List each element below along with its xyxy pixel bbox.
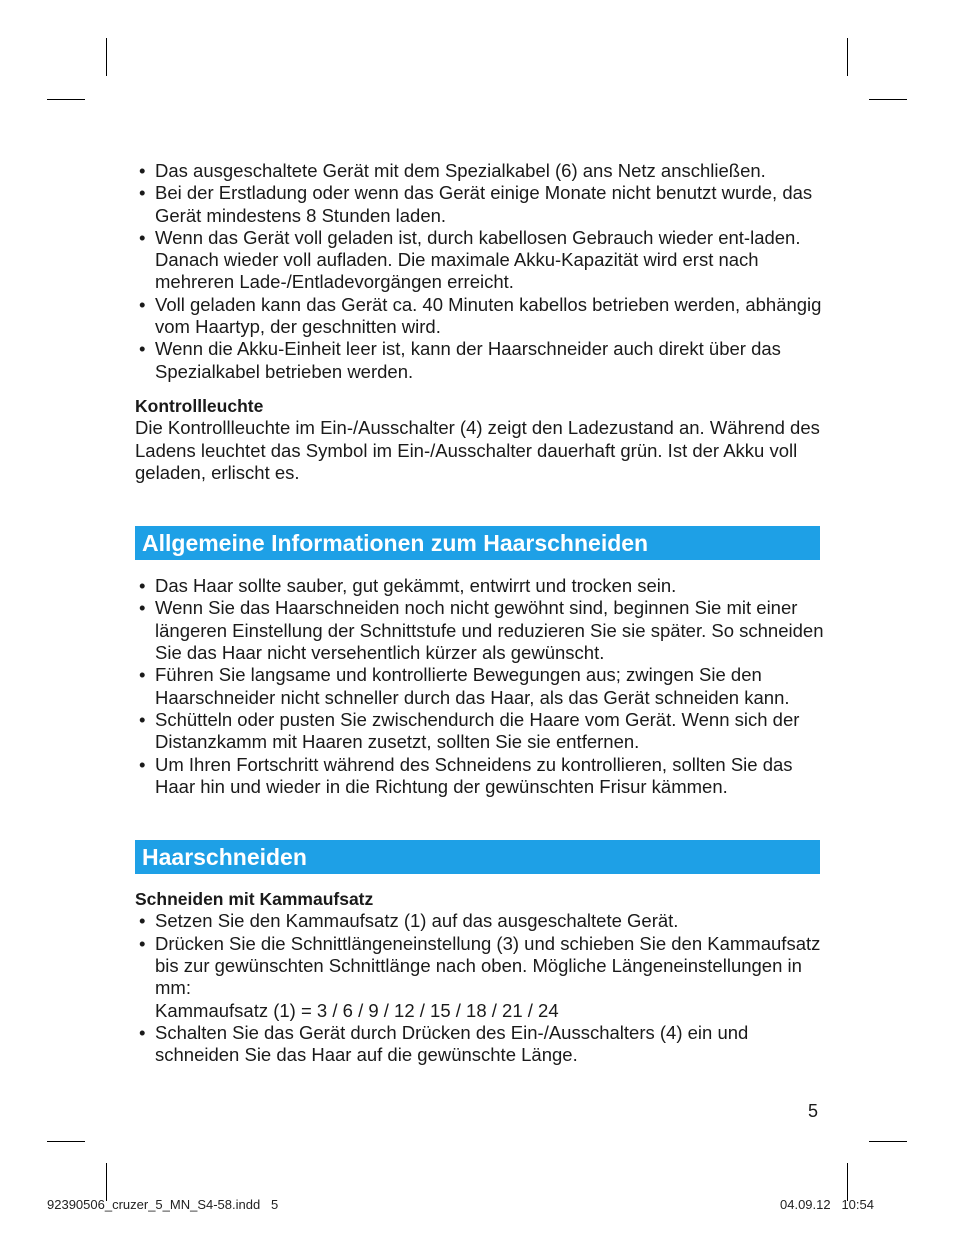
list-item: • Schalten Sie das Gerät durch Drücken des Ein-/Ausschalters (4) ein und schneiden Sie das Haar auf die gewünschte Länge.: [135, 1022, 825, 1067]
indicator-heading: Kontrollleuchte: [135, 395, 264, 416]
crop-mark-bottom-right-horizontal: [869, 1141, 907, 1142]
list-item: • Wenn das Gerät voll geladen ist, durch kabellosen Gebrauch wieder ent-laden. Danach wieder voll aufladen. Die maximale Akku-Kapazität wird erst nach mehreren Lade-/Entladevorgängen erreicht.: [135, 227, 825, 294]
section-heading-cutting: Haarschneiden: [135, 840, 820, 874]
page-number: 5: [808, 1101, 819, 1121]
page-content: [135, 160, 825, 1067]
list-item: • Wenn die Akku-Einheit leer ist, kann der Haarschneider auch direkt über das Spezialkabel betrieben werden.: [135, 338, 825, 383]
crop-mark-bottom-right-vertical: [847, 1163, 848, 1201]
file-slug: 92390506_cruzer_5_MN_S4-58.indd 5: [47, 1197, 279, 1212]
list-item: • Schütteln oder pusten Sie zwischendurch die Haare vom Gerät. Wenn sich der Distanzkamm mit Haaren zusetzt, sollten Sie sie entfernen.: [135, 709, 825, 754]
list-item: • Voll geladen kann das Gerät ca. 40 Minuten kabellos betrieben werden, abhängig vom Haartyp, der geschnitten wird.: [135, 294, 825, 339]
list-item: • Führen Sie langsame und kontrollierte Bewegungen aus; zwingen Sie den Haarschneider nicht schneller durch das Haar, als das Gerät schneiden kann.: [135, 664, 825, 709]
length-settings: Kammaufsatz (1) = 3 / 6 / 9 / 12 / 15 / 18 / 21 / 24: [155, 999, 559, 1021]
indicator-text: Die Kontrollleuchte im Ein-/Ausschalter (4) zeigt den Ladezustand an. Während des Ladens leuchtet das Symbol im Ein-/Ausschalter dauerhaft grün. Ist der Akku voll geladen, erlischt es.: [135, 417, 820, 483]
cutting-bullet-list: [135, 910, 825, 1066]
list-item: • Das Haar sollte sauber, gut gekämmt, entwirrt und trocken sein.: [135, 575, 825, 597]
crop-mark-bottom-left-vertical: [106, 1163, 107, 1201]
comb-cutting-subheading: Schneiden mit Kammaufsatz: [135, 889, 374, 910]
list-item: • Setzen Sie den Kammaufsatz (1) auf das ausgeschaltete Gerät.: [135, 910, 825, 932]
crop-mark-top-left-horizontal: [47, 99, 85, 100]
list-item: • Bei der Erstladung oder wenn das Gerät einige Monate nicht benutzt wurde, das Gerät mindestens 8 Stunden laden.: [135, 182, 825, 227]
list-item: • Wenn Sie das Haarschneiden noch nicht gewöhnt sind, beginnen Sie mit einer längeren Einstellung der Schnittstufe und reduzieren Sie sie später. So schneiden Sie das Haar nicht versehentlich kürzer als gewünscht.: [135, 597, 825, 664]
charging-bullet-list: [135, 160, 825, 383]
length-instruction: Drücken Sie die Schnittlängeneinstellung (3) und schieben Sie den Kammaufsatz bis zur gewünschten Schnittlänge nach oben. Mögliche Längeneinstellungen in mm:: [155, 932, 821, 999]
crop-mark-top-right-horizontal: [869, 99, 907, 100]
crop-mark-bottom-left-horizontal: [47, 1141, 85, 1142]
list-item: [135, 933, 825, 1022]
list-item: • Um Ihren Fortschritt während des Schneidens zu kontrollieren, sollten Sie das Haar hin und wieder in die Richtung der gewünschten Frisur kämmen.: [135, 754, 825, 799]
crop-mark-top-right-vertical: [847, 38, 848, 76]
general-bullet-list: [135, 575, 825, 798]
crop-mark-top-left-vertical: [106, 38, 107, 76]
list-item: • Das ausgeschaltete Gerät mit dem Spezialkabel (6) ans Netz anschließen.: [135, 160, 825, 182]
date-slug: 04.09.12 10:54: [780, 1197, 874, 1212]
section-heading-general: Allgemeine Informationen zum Haarschneiden: [135, 526, 820, 560]
